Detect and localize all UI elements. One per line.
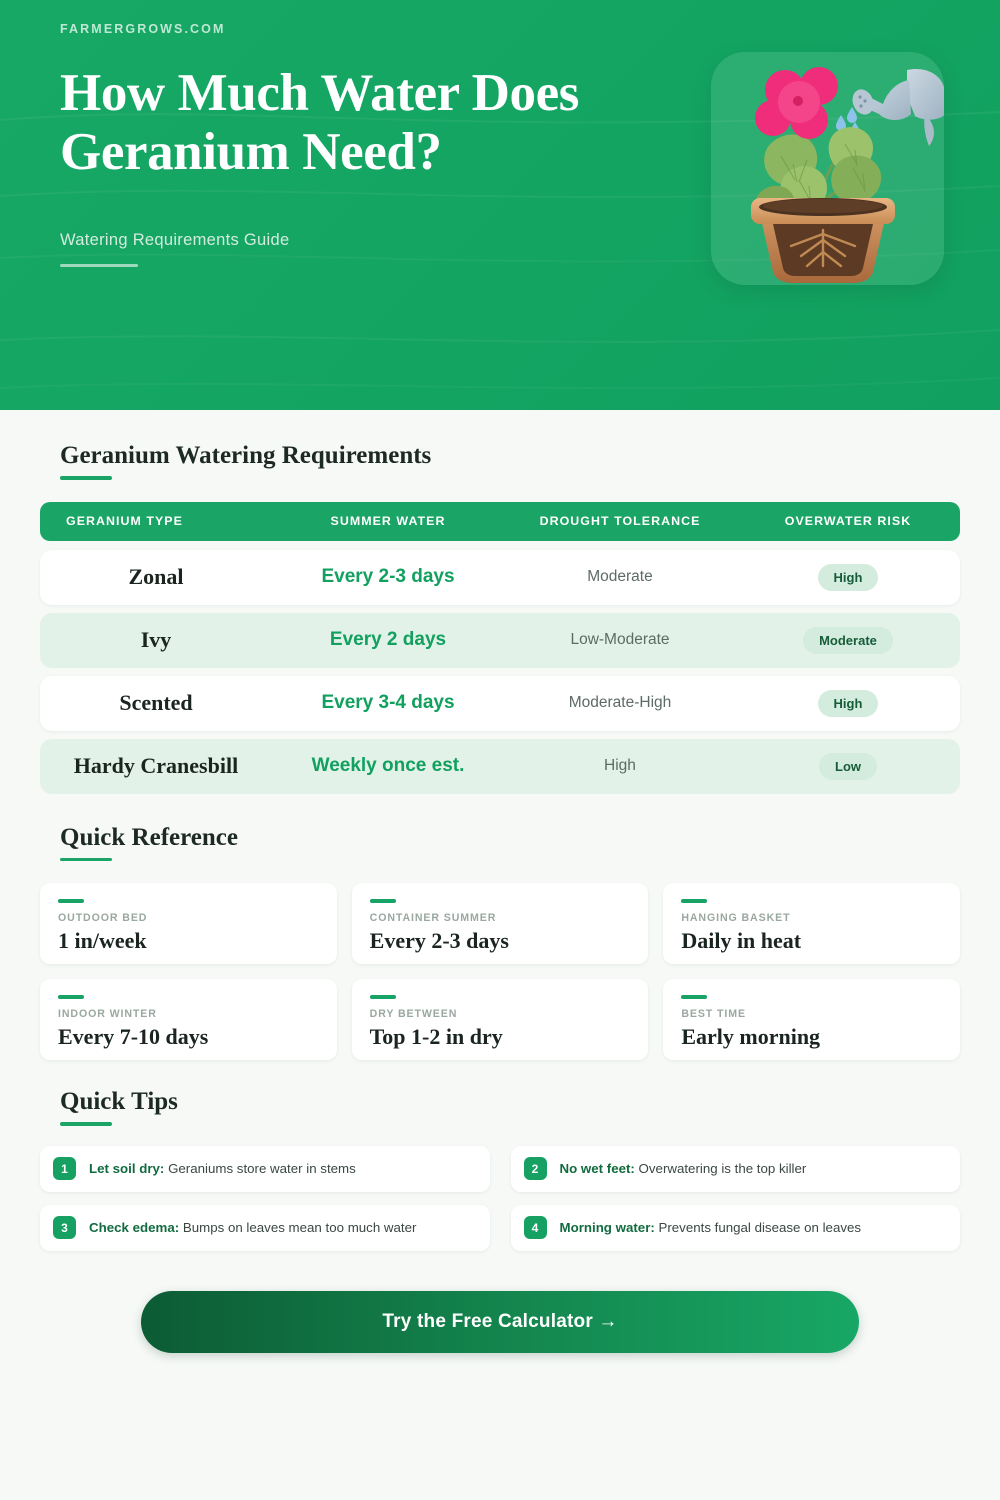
tip-number-badge: 3 <box>53 1216 76 1239</box>
quick-reference-label: DRY BETWEEN <box>369 1007 458 1020</box>
quick-reference-card <box>663 979 960 1060</box>
geranium-illustration-card <box>711 52 944 285</box>
table-header-row <box>40 502 960 541</box>
quick-reference-label: OUTDOOR BED <box>58 911 148 924</box>
cell-geranium-type: Hardy Cranesbill <box>73 753 239 778</box>
tip-label: Morning water: <box>559 1220 655 1235</box>
tip-card <box>511 1205 961 1251</box>
status-badge: Moderate <box>803 627 893 654</box>
cell-geranium-type: Ivy <box>140 627 172 652</box>
table-section-title: Geranium Watering Requirements <box>60 442 432 469</box>
column-header-geranium-type: GERANIUM TYPE <box>66 514 183 528</box>
quick-reference-underline <box>60 858 112 862</box>
quick-reference-value: Every 2-3 days <box>369 927 509 953</box>
tip-body: Overwatering is the top killer <box>634 1161 807 1176</box>
quick-reference-card <box>40 979 337 1060</box>
cell-overwater-risk <box>736 690 960 717</box>
quick-reference-value: Early morning <box>681 1023 821 1049</box>
table-row <box>40 550 960 605</box>
accent-bar-icon <box>681 995 707 999</box>
cell-summer-water: Every 3-4 days <box>321 692 455 713</box>
terracotta-pot-icon <box>751 198 895 283</box>
column-header-summer-water: SUMMER WATER <box>330 514 446 528</box>
column-header-drought-tolerance: DROUGHT TOLERANCE <box>539 514 701 528</box>
quick-tips-title: Quick Tips <box>60 1088 178 1115</box>
watering-requirements-table <box>40 502 960 794</box>
tip-label: Check edema: <box>89 1220 180 1235</box>
status-badge: Low <box>819 753 877 780</box>
accent-bar-icon <box>58 899 84 903</box>
try-free-calculator-button[interactable]: Try the Free Calculator → <box>141 1291 859 1353</box>
quick-reference-card <box>40 883 337 964</box>
tip-number-badge: 1 <box>53 1157 76 1180</box>
accent-bar-icon <box>58 995 84 999</box>
cell-overwater-risk <box>736 627 960 654</box>
status-badge: High <box>818 564 879 591</box>
table-row <box>40 613 960 668</box>
tip-body: Prevents fungal disease on leaves <box>654 1220 862 1235</box>
tip-text <box>560 1220 862 1235</box>
tip-number-badge: 4 <box>524 1216 547 1239</box>
quick-reference-label: HANGING BASKET <box>681 911 791 924</box>
accent-bar-icon <box>370 899 396 903</box>
tip-card <box>40 1205 490 1251</box>
page-content <box>0 410 1000 1353</box>
column-header-overwater-risk: OVERWATER RISK <box>784 514 912 528</box>
cell-geranium-type: Zonal <box>128 564 184 589</box>
quick-reference-value: Every 7-10 days <box>58 1023 209 1049</box>
page-subtitle: Watering Requirements Guide <box>60 230 290 249</box>
cell-summer-water: Every 2 days <box>329 629 447 650</box>
cell-summer-water: Every 2-3 days <box>321 566 455 587</box>
cell-drought-tolerance: Low-Moderate <box>570 631 670 648</box>
quick-reference-value: Daily in heat <box>681 927 802 953</box>
tip-number-badge: 2 <box>524 1157 547 1180</box>
accent-bar-icon <box>681 899 707 903</box>
quick-reference-value: Top 1-2 in dry <box>369 1023 503 1049</box>
table-row <box>40 676 960 731</box>
quick-reference-card <box>663 883 960 964</box>
quick-reference-value: 1 in/week <box>58 927 147 953</box>
tip-body: Geraniums store water in stems <box>164 1161 356 1176</box>
quick-reference-label: BEST TIME <box>681 1007 746 1020</box>
quick-reference-grid <box>40 883 960 1060</box>
tip-label: No wet feet: <box>559 1161 635 1176</box>
status-badge: High <box>818 690 879 717</box>
quick-reference-title: Quick Reference <box>60 823 238 851</box>
cell-overwater-risk <box>736 753 960 780</box>
tip-card <box>40 1146 490 1192</box>
cell-drought-tolerance: Moderate-High <box>568 694 672 711</box>
cell-drought-tolerance: Moderate <box>587 568 653 585</box>
page-title: How Much Water Does Geranium Need? <box>60 64 579 181</box>
tip-label: Let soil dry: <box>89 1161 165 1176</box>
cta-container <box>40 1291 960 1353</box>
page-header <box>0 0 1000 410</box>
accent-bar-icon <box>370 995 396 999</box>
tip-text <box>89 1220 416 1235</box>
tip-card <box>511 1146 961 1192</box>
table-row <box>40 739 960 794</box>
quick-tips-underline <box>60 1122 112 1126</box>
subtitle-underline <box>60 264 138 267</box>
quick-reference-card <box>352 979 649 1060</box>
cell-overwater-risk <box>736 564 960 591</box>
quick-reference-label: CONTAINER SUMMER <box>369 911 497 924</box>
tip-body: Bumps on leaves mean too much water <box>179 1220 417 1235</box>
cell-summer-water: Weekly once est. <box>311 755 465 776</box>
quick-tips-grid <box>40 1146 960 1251</box>
cell-drought-tolerance: High <box>604 757 636 774</box>
site-brand: FARMERGROWS.COM <box>60 22 226 36</box>
table-section-underline <box>60 476 112 480</box>
tip-text <box>560 1161 807 1176</box>
geranium-flower-icon <box>755 67 838 139</box>
geranium-in-pot-with-watering-can-icon <box>711 52 944 285</box>
quick-reference-label: INDOOR WINTER <box>58 1007 157 1020</box>
quick-reference-card <box>352 883 649 964</box>
cell-geranium-type: Scented <box>119 690 193 715</box>
tip-text <box>89 1161 356 1176</box>
